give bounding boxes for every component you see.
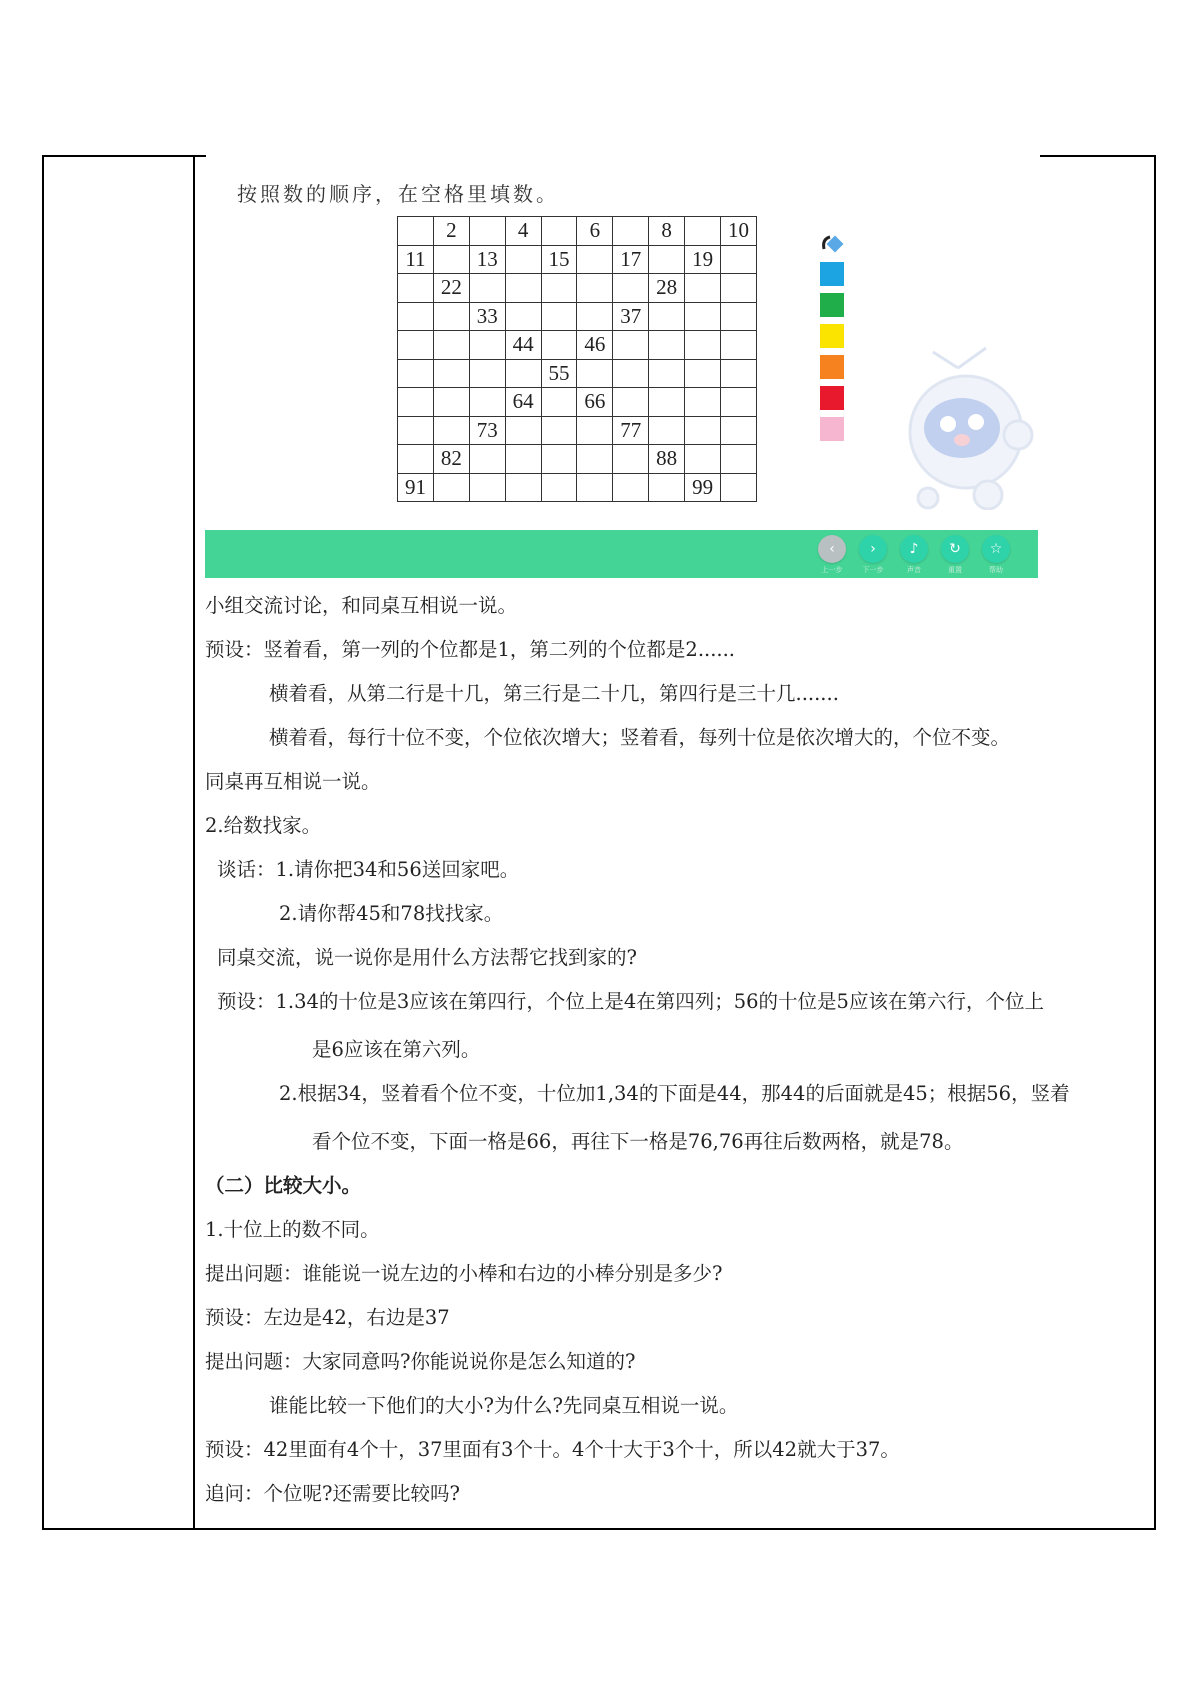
grid-cell[interactable] [721,245,757,274]
grid-cell[interactable] [505,473,541,502]
grid-cell[interactable]: 19 [685,245,721,274]
grid-cell[interactable] [649,302,685,331]
grid-cell[interactable] [649,245,685,274]
grid-cell[interactable]: 10 [721,217,757,246]
text-line: 2.请你帮45和78找找家。 [279,902,504,925]
grid-cell[interactable] [469,359,505,388]
table-left-border [42,155,44,1530]
grid-cell[interactable] [398,274,434,303]
control-label: 声音 [907,566,921,574]
chevron-right-button[interactable] [859,535,887,575]
grid-cell[interactable] [649,331,685,360]
grid-row [398,331,757,360]
table-right-border [1154,155,1156,1530]
chevron-right-icon: › [859,535,887,563]
grid-cell[interactable] [685,331,721,360]
grid-cell[interactable] [541,445,577,474]
grid-cell[interactable] [613,331,649,360]
grid-cell[interactable] [541,217,577,246]
grid-cell[interactable] [505,245,541,274]
grid-cell[interactable] [685,302,721,331]
grid-cell[interactable] [721,473,757,502]
grid-cell[interactable] [433,388,469,417]
grid-cell[interactable]: 37 [613,302,649,331]
chevron-left-button[interactable] [818,535,846,575]
grid-cell[interactable]: 4 [505,217,541,246]
color-swatch[interactable] [820,324,844,348]
grid-cell[interactable] [721,359,757,388]
color-swatch[interactable] [820,355,844,379]
color-swatch[interactable] [820,293,844,317]
text-line: 预设：竖着看，第一列的个位都是1，第二列的个位都是2...... [205,638,736,661]
grid-cell[interactable] [469,217,505,246]
grid-cell[interactable] [721,445,757,474]
grid-row [398,302,757,331]
star-button[interactable] [982,535,1010,575]
grid-cell[interactable] [398,302,434,331]
table-top-border-left [42,155,206,157]
grid-cell[interactable] [433,416,469,445]
grid-cell[interactable] [433,359,469,388]
refresh-icon: ↻ [941,535,969,563]
text-line: 看个位不变，下面一格是66，再往下一格是76,76再往后数两格，就是78。 [312,1130,964,1153]
grid-cell[interactable] [541,302,577,331]
grid-cell[interactable] [505,416,541,445]
text-line: 2.根据34，竖着看个位不变，十位加1,34的下面是44，那44的后面就是45；根据56，竖着 [279,1082,1070,1105]
grid-cell[interactable]: 44 [505,331,541,360]
control-label: 下一步 [862,566,884,574]
text-line: （二）比较大小。 [205,1174,362,1197]
text-line: 谁能比较一下他们的大小?为什么?先同桌互相说一说。 [269,1394,739,1417]
grid-cell[interactable]: 17 [613,245,649,274]
speaker-icon: ♪ [900,535,928,563]
pen-tool-icon[interactable] [820,233,844,255]
grid-cell[interactable] [577,359,613,388]
grid-cell[interactable] [505,445,541,474]
grid-cell[interactable] [613,217,649,246]
grid-row [398,359,757,388]
grid-cell[interactable] [577,416,613,445]
grid-cell[interactable]: 66 [577,388,613,417]
grid-row [398,217,757,246]
grid-row [398,445,757,474]
table-column-divider [193,155,195,1530]
text-line: 预设：42里面有4个十，37里面有3个十。4个十大于3个十，所以42就大于37。 [205,1438,900,1461]
slide-control-bar [205,530,1038,578]
grid-cell[interactable] [685,359,721,388]
grid-cell[interactable]: 91 [398,473,434,502]
grid-cell[interactable] [577,302,613,331]
grid-cell[interactable] [469,445,505,474]
grid-cell[interactable] [649,416,685,445]
grid-cell[interactable]: 22 [433,274,469,303]
control-label: 重置 [948,566,962,574]
grid-cell[interactable] [721,388,757,417]
grid-cell[interactable] [685,445,721,474]
text-line: 是6应该在第六列。 [312,1038,481,1061]
grid-cell[interactable] [649,473,685,502]
grid-cell[interactable] [721,274,757,303]
grid-cell[interactable] [541,274,577,303]
text-line: 1.十位上的数不同。 [205,1218,380,1241]
grid-row [398,245,757,274]
grid-cell[interactable] [613,359,649,388]
text-line: 谈话：1.请你把34和56送回家吧。 [217,858,520,881]
grid-row [398,388,757,417]
text-line: 预设：左边是42，右边是37 [205,1306,450,1329]
hundred-chart-grid [397,216,757,502]
grid-cell[interactable]: 55 [541,359,577,388]
grid-cell[interactable]: 2 [433,217,469,246]
grid-cell[interactable]: 99 [685,473,721,502]
table-bottom-border [42,1528,1156,1530]
grid-cell[interactable] [398,331,434,360]
grid-cell[interactable] [433,302,469,331]
grid-cell[interactable] [541,388,577,417]
grid-cell[interactable] [541,416,577,445]
grid-row [398,473,757,502]
grid-cell[interactable] [433,245,469,274]
text-line: 2.给数找家。 [205,814,322,837]
grid-cell[interactable] [685,274,721,303]
text-line: 提出问题：谁能说一说左边的小棒和右边的小棒分别是多少? [205,1262,723,1285]
grid-cell[interactable]: 28 [649,274,685,303]
table-top-border-right [1040,155,1156,157]
grid-cell[interactable] [721,331,757,360]
grid-cell[interactable]: 6 [577,217,613,246]
grid-cell[interactable] [541,331,577,360]
text-line: 预设：1.34的十位是3应该在第四行，个位上是4在第四列；56的十位是5应该在第六行，个位上 [217,990,1044,1013]
control-label: 帮助 [989,566,1003,574]
grid-cell[interactable] [398,445,434,474]
grid-cell[interactable] [469,274,505,303]
grid-cell[interactable]: 88 [649,445,685,474]
grid-cell[interactable] [577,245,613,274]
color-swatch[interactable] [820,262,844,286]
grid-cell[interactable]: 82 [433,445,469,474]
color-swatch[interactable] [820,386,844,410]
grid-cell[interactable] [649,388,685,417]
control-label: 上一步 [821,566,843,574]
grid-cell[interactable] [398,388,434,417]
grid-cell[interactable] [398,359,434,388]
grid-row [398,274,757,303]
color-swatch[interactable] [820,417,844,441]
grid-cell[interactable] [541,473,577,502]
grid-cell[interactable] [505,359,541,388]
grid-cell[interactable] [577,274,613,303]
grid-cell[interactable] [721,302,757,331]
grid-cell[interactable] [398,217,434,246]
grid-cell[interactable] [721,416,757,445]
color-palette [820,233,846,448]
grid-cell[interactable]: 8 [649,217,685,246]
grid-cell[interactable]: 64 [505,388,541,417]
grid-cell[interactable] [685,217,721,246]
grid-cell[interactable]: 13 [469,245,505,274]
grid-cell[interactable] [577,473,613,502]
grid-cell[interactable]: 77 [613,416,649,445]
refresh-button[interactable] [941,535,969,575]
grid-cell[interactable]: 73 [469,416,505,445]
grid-cell[interactable] [469,473,505,502]
text-line: 同桌再互相说一说。 [205,770,381,793]
text-line: 提出问题：大家同意吗?你能说说你是怎么知道的? [205,1350,636,1373]
grid-cell[interactable]: 33 [469,302,505,331]
grid-cell[interactable] [433,331,469,360]
text-line: 追问：个位呢?还需要比较吗? [205,1482,460,1505]
grid-cell[interactable] [577,445,613,474]
text-line: 横着看，从第二行是十几，第三行是二十几，第四行是三十几....... [269,682,839,705]
grid-cell[interactable] [505,274,541,303]
grid-cell[interactable] [469,388,505,417]
slide-title: 按照数的顺序，在空格里填数。 [237,182,559,206]
grid-cell[interactable]: 11 [398,245,434,274]
grid-cell[interactable] [613,274,649,303]
star-icon: ☆ [982,535,1010,563]
text-line: 横着看，每行十位不变，个位依次增大；竖着看，每列十位是依次增大的，个位不变。 [269,726,1011,749]
grid-cell[interactable] [685,416,721,445]
grid-cell[interactable] [469,331,505,360]
grid-cell[interactable] [505,302,541,331]
grid-cell[interactable] [649,359,685,388]
grid-cell[interactable]: 15 [541,245,577,274]
robot-mascot-image [888,340,1038,510]
grid-cell[interactable] [613,388,649,417]
grid-cell[interactable] [613,473,649,502]
chevron-left-icon: ‹ [818,535,846,563]
grid-cell[interactable]: 46 [577,331,613,360]
text-line: 同桌交流，说一说你是用什么方法帮它找到家的? [217,946,637,969]
grid-cell[interactable] [685,388,721,417]
grid-cell[interactable] [398,416,434,445]
grid-cell[interactable] [613,445,649,474]
speaker-button[interactable] [900,535,928,575]
grid-row [398,416,757,445]
text-line: 小组交流讨论，和同桌互相说一说。 [205,594,518,617]
grid-cell[interactable] [433,473,469,502]
